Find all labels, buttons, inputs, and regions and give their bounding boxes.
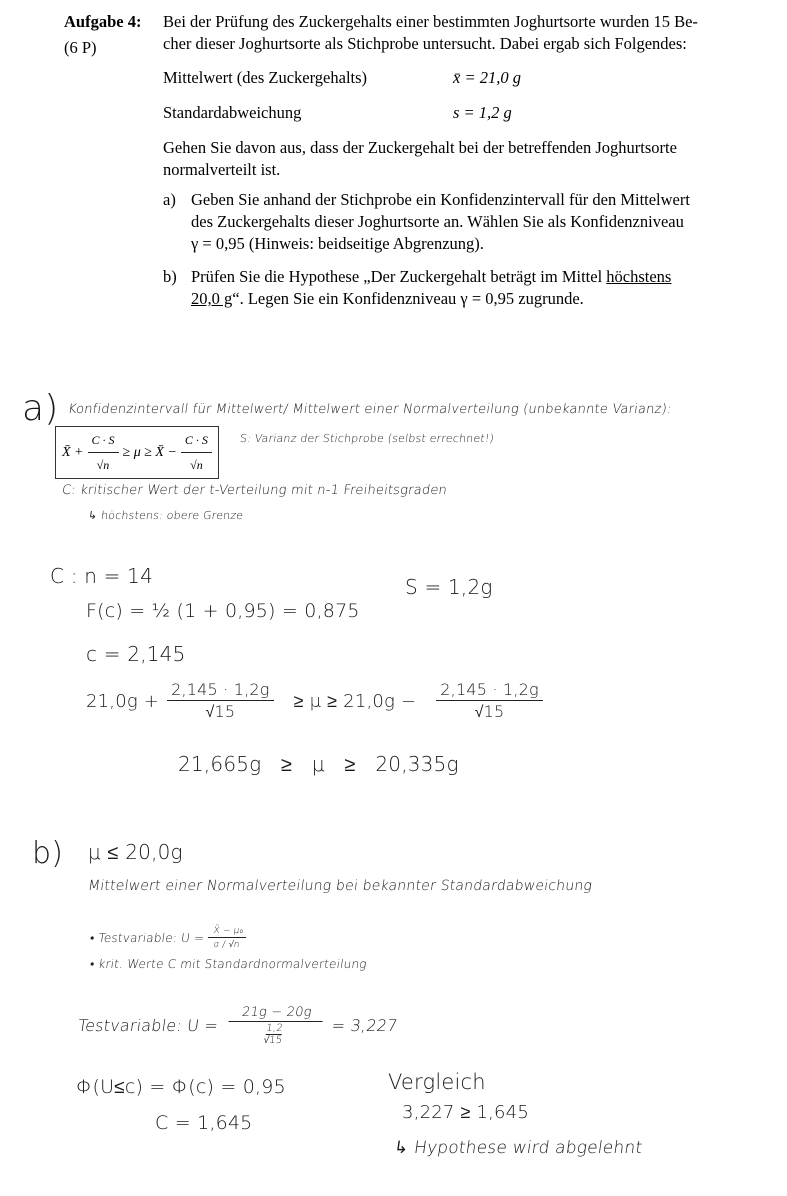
c-critical: C = 1,645	[155, 1112, 253, 1134]
assume-line2: normalverteilt ist.	[163, 160, 281, 179]
compare-line: 3,227 ≥ 1,645	[402, 1102, 529, 1123]
n-line: C : n = 14	[50, 564, 154, 588]
s-value: S = 1,2g	[405, 575, 493, 599]
c-value: c = 2,145	[86, 642, 186, 666]
conclusion: ↳ Hypothese wird abgelehnt	[392, 1138, 644, 1158]
assume-line1: Gehen Sie davon aus, dass der Zuckergehalt bei der betreffenden Joghurtsorte	[163, 138, 677, 157]
hochstens-note: ↳ höchstens: obere Grenze	[87, 509, 245, 522]
c-note: C: kritischer Wert der t-Verteilung mit n-1 Freiheitsgraden	[60, 483, 449, 498]
task-assumption	[163, 137, 775, 181]
task-intro	[163, 11, 775, 55]
ci-result: 21,665g ≥ μ ≥ 20,335g	[178, 752, 459, 776]
sd-value: s = 1,2 g	[453, 103, 512, 122]
hypothesis: μ ≤ 20,0g	[88, 840, 183, 864]
part-a-line1: Geben Sie anhand der Stichprobe ein Konfidenzintervall für den Mittelwert	[191, 190, 690, 209]
s-note: S: Varianz der Stichprobe (selbst errechnet!)	[239, 432, 495, 445]
sd-label: Standardabweichung	[163, 103, 302, 122]
compare-title: Vergleich	[388, 1070, 486, 1094]
task-heading: Aufgabe 4:	[64, 12, 142, 31]
mean-label: Mittelwert (des Zuckergehalts)	[163, 68, 368, 87]
part-b-line2: 20,0 g“. Legen Sie ein Konfidenzniveau γ = 0,95 zugrunde.	[191, 289, 584, 308]
part-a-line3: γ = 0,95 (Hinweis: beidseitige Abgrenzung).	[191, 234, 484, 253]
hochstens-underlined: höchstens	[606, 267, 672, 286]
solution-a-title: Konfidenzintervall für Mittelwert/ Mittelwert einer Normalverteilung (unbekannte Varianz):	[66, 402, 673, 417]
solution-b-title: Mittelwert einer Normalverteilung bei bekannter Standardabweichung	[86, 878, 594, 894]
part-b-line1: Prüfen Sie die Hypothese „Der Zuckergehalt beträgt im Mittel höchstens	[191, 267, 672, 286]
fc-line: F(c) = ½ (1 + 0,95) = 0,875	[86, 600, 360, 622]
bullet-crit-values: • krit. Werte C mit Standardnormalverteilung	[89, 957, 368, 971]
solution-a-label: a)	[22, 388, 59, 429]
testvariable-calc: Testvariable: U = 21g − 20g 1,2 √15 = 3,227	[76, 1005, 399, 1046]
task-points: (6 P)	[64, 38, 97, 57]
part-a-line2: des Zuckergehalts dieser Joghurtsorte an. Wählen Sie als Konfidenzniveau	[191, 212, 684, 231]
solution-b-label: b)	[32, 836, 64, 871]
bullet-testvariable: • Testvariable: U = $\frac{\text{X̄ − μ₀}}{\sigma / √n}$	[88, 926, 248, 950]
part-b-text	[191, 266, 776, 310]
ci-calculation: 21,0g + $\frac{2,145 \cdot 1,2g}{√15}$ ≥ μ ≥ 21,0g − $\frac{2,145 \cdot 1,2g}{√15}$	[86, 680, 543, 722]
part-a-label: a)	[163, 190, 176, 209]
phi-line: Φ(U≤c) = Φ(c) = 0,95	[76, 1076, 286, 1098]
value-underlined: 20,0 g	[191, 289, 233, 308]
part-a-text	[191, 189, 776, 255]
task-intro-line2: cher dieser Joghurtsorte als Stichprobe untersucht. Dabei ergab sich Folgendes:	[163, 34, 687, 53]
mean-value: x̄ = 21,0 g	[453, 68, 521, 87]
task-intro-line1: Bei der Prüfung des Zuckergehalts einer bestimmten Joghurtsorte wurden 15 Be-	[163, 12, 698, 31]
ci-formula-box: X̄ + $\frac{C \cdot S}{√n}$ ≥ μ ≥ X̄ − $\frac{C \cdot S}{√n}$	[55, 426, 219, 479]
part-b-label: b)	[163, 267, 177, 286]
